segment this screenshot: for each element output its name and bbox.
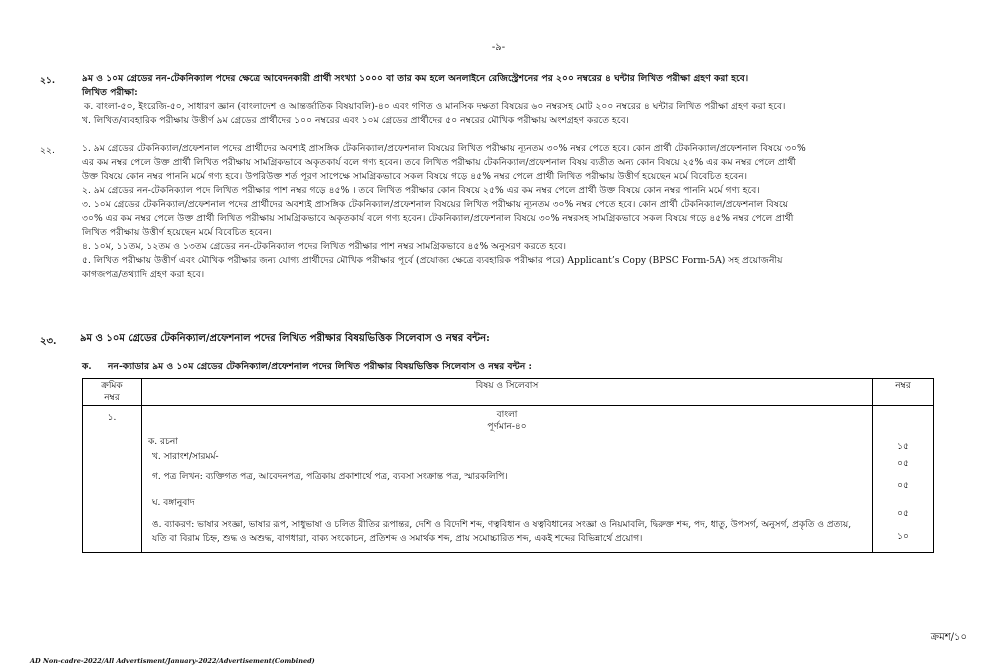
row-serial (83, 406, 142, 553)
row-serial-value: ১. (107, 413, 117, 423)
section-22-p3-line2: ৩০% এর কম নম্বর পেলে উক্ত প্রার্থী লিখিত পরীক্ষায় সামগ্রিকভাবে অকৃতকার্য বলে গণ্য হবেন। টেকনিক্যাল/প্রফেশনাল বিষয়ে ৩০% নম্বরসহ সামগ্রিকভাবে সকল বিষয়ে গড়ে ৪৫% নম্বর পেলে প্রার্থী (82, 213, 794, 224)
syllabus-item-uma: ঙ. ব্যাকরণ: ভাষার সংজ্ঞা, ভাষার রূপ, সাধুভাষা ও চলিত রীতির রূপান্তর, দেশি ও বিদেশি শব্দ, ণত্ববিধান ও ষত্ববিধানের সংজ্ঞা ও নিয়মাবলি, দ্বিরুক্ত শব্দ, পদ, ধাতু, উপসর্গ, অনুসর্গ, প্রকৃতি ও প্রত্যয়, যতি বা বিরাম চিহ্ন, শুদ্ধ ও অশুদ্ধ, বাগধারা, বাক্য সংকোচন, প্রতিশব্দ ও সমার্থক শব্দ, প্রায় সমোচ্চারিত শব্দ, একই শব্দের বিভিন্নার্থে প্রয়োগ। (152, 520, 852, 544)
section-22-number: ২২. (40, 145, 55, 156)
section-21-item-ka: ক. বাংলা-৫০, ইংরেজি-৫০, সাধারণ জ্ঞান (বাংলাদেশ ও আন্তর্জাতিক বিষয়াবলি)-৪০ এবং গণিত ও মানসিক দক্ষতা বিষয়ের ৬০ নম্বরসহ মোট ২০০ নম্বরের ৪ ঘন্টার লিখিত পরীক্ষা গ্রহণ করা হবে। (84, 101, 786, 112)
section-23-number: ২৩. (40, 336, 57, 347)
marks-kha: ০৫ (897, 459, 909, 469)
syllabus-table (82, 378, 934, 553)
table-header-row (83, 379, 934, 406)
table-row (83, 406, 934, 553)
syllabus-item-ka: ক. রচনা (148, 437, 178, 447)
marks-ga: ০৫ (897, 481, 909, 491)
section-21-number: ২১. (40, 75, 56, 86)
section-22-p3-line3: লিখিত পরীক্ষায় উত্তীর্ণ হয়েছেন মর্মে বিবেচিত হবেন। (82, 227, 272, 238)
subject-title: বাংলা (496, 410, 518, 420)
section-22-p5-line2: কাগজপত্র/তথ্যাদি গ্রহণ করা হবে। (82, 269, 205, 280)
section-22-p1-line3: উক্ত বিষয়ে কোন নম্বর পাননি মর্মে গণ্য হবে। উপরিউক্ত শর্ত পূরণ সাপেক্ষে সামগ্রিকভাবে সকল বিষয়ে গড়ে ৪৫% নম্বর পেলে প্রার্থী লিখিত পরীক্ষায় উত্তীর্ণ হয়েছেন মর্মে বিবেচিত হবেন। (82, 171, 748, 182)
marks-uma: ১০ (897, 532, 909, 542)
section-22-p2: ২. ৯ম গ্রেডের নন-টেকনিক্যাল পদে লিখিত পরীক্ষার পাশ নম্বর গড়ে ৪৫% । তবে লিখিত পরীক্ষার কোন বিষয়ে ২৫% এর কম নম্বর পেলে প্রার্থী উক্ত বিষয়ে কোন নম্বর পাননি মর্মে গণ্য হবে। (82, 185, 760, 196)
section-23-ka-heading: নন-ক্যাডার ৯ম ও ১০ম গ্রেডের টেকনিক্যাল/প্রফেশনাল পদের লিখিত পরীক্ষার বিষয়ভিত্তিক সিলেবাস ও নম্বর বন্টন : (108, 361, 532, 372)
section-21-item-kha: খ. লিখিত/ব্যবহারিক পরীক্ষায় উত্তীর্ণ ৯ম গ্রেডের প্রার্থীদের ১০০ নম্বরের এবং ১০ম গ্রেডের প্রার্থীদের ৫০ নম্বরের মৌখিক পরীক্ষায় অংশগ্রহণ করতে হবে। (82, 115, 629, 126)
page-number: -৯- (491, 42, 506, 53)
marks-gha: ০৫ (897, 509, 909, 519)
section-22-p1-line2: এর কম নম্বর পেলে উক্ত প্রার্থী লিখিত পরীক্ষায় সামগ্রিকভাবে অকৃতকার্য বলে গণ্য হবেন। তবে লিখিত পরীক্ষায় টেকনিক্যাল/প্রফেশনাল বিষয় ব্যতীত অন্য কোন বিষয়ে ২৫% এর কম নম্বর পেলে প্রার্থী (82, 157, 796, 168)
section-22-p3-line1: ৩. ১০ম গ্রেডের টেকনিক্যাল/প্রফেশনাল পদের প্রার্থীদের অবশ্যই প্রাসঙ্গিক টেকনিক্যাল/প্রফেশনাল বিষয়ের লিখিত পরীক্ষায় ন্যূনতম ৩০% নম্বর পেতে হবে। কোন প্রার্থী টেকনিক্যাল/প্রফেশনাল বিষয়ে (82, 199, 789, 210)
footer-file-path: AD Non-cadre-2022/All Advertisment/January-2022/Advertisement(Combined) (30, 657, 315, 665)
syllabus-item-ga: গ. পত্র লিখন: ব্যক্তিগত পত্র, আবেদনপত্র, পত্রিকায় প্রকাশার্থে পত্র, ব্যবসা সংক্রান্ত পত্র, স্মারকলিপি। (152, 472, 508, 482)
section-22-p5-line1: ৫. লিখিত পরীক্ষায় উত্তীর্ণ এবং মৌখিক পরীক্ষার জন্য যোগ্য প্রার্থীদের মৌখিক পরীক্ষার পূর্বে (প্রযোজ্য ক্ষেত্রে ব্যবহারিক পরীক্ষার পরে) Applicant’s Copy (BPSC Form-5A) সহ প্রয়োজনীয় (82, 255, 783, 266)
section-23-heading: ৯ম ও ১০ম গ্রেডের টেকনিক্যাল/প্রফেশনাল পদের লিখিত পরীক্ষার বিষয়ভিত্তিক সিলেবাস ও নম্বর বন্টন: (80, 333, 490, 344)
header-serial-line1: ক্রমিক (101, 381, 123, 391)
row-marks-cell (873, 406, 934, 553)
header-marks: নম্বর (873, 379, 934, 406)
marks-ka: ১৫ (897, 442, 909, 452)
section-23-ka-label: ক. (82, 361, 92, 372)
row-subject-cell (142, 406, 873, 553)
section-22 (82, 142, 962, 282)
section-22-p4: ৪. ১০ম, ১১তম, ১২তম ও ১৩তম গ্রেডের নন-টেকনিক্যাল পদের লিখিত পরীক্ষার পাশ নম্বর সামগ্রিকভাবে ৪৫% অনুসরণ করতে হবে। (82, 241, 567, 252)
header-serial-line2: নম্বর (104, 393, 120, 403)
continued-marker: ক্রমশ/১০ (930, 632, 967, 643)
syllabus-item-kha: খ. সারাংশ/সারমর্ম- (152, 452, 219, 462)
section-21 (82, 72, 962, 128)
syllabus-item-gha: ঘ. বঙ্গানুবাদ (152, 498, 195, 508)
header-subject: বিষয় ও সিলেবাস (142, 379, 873, 406)
section-22-p1-line1: ১. ৯ম গ্রেডের টেকনিক্যাল/প্রফেশনাল পদের প্রার্থীদের অবশ্যই প্রাসঙ্গিক টেকনিক্যাল/প্রফেশনাল বিষয়ের লিখিত পরীক্ষায় ন্যূনতম ৩০% নম্বর পেতে হবে। কোন প্রার্থী টেকনিক্যাল/প্রফেশনাল বিষয়ে ৩০% (82, 143, 806, 154)
section-21-subheading: লিখিত পরীক্ষা: (82, 87, 138, 98)
subject-full-marks: পূর্ণমান-৪০ (487, 422, 527, 432)
header-serial (83, 379, 142, 406)
section-21-heading: ৯ম ও ১০ম গ্রেডের নন-টেকনিক্যাল পদের ক্ষেত্রে আবেদনকারী প্রার্থী সংখ্যা ১০০০ বা তার কম হলে অনলাইনে রেজিস্ট্রেশনের পর ২০০ নম্বরের ৪ ঘন্টার লিখিত পরীক্ষা গ্রহণ করা হবে। (82, 73, 749, 84)
